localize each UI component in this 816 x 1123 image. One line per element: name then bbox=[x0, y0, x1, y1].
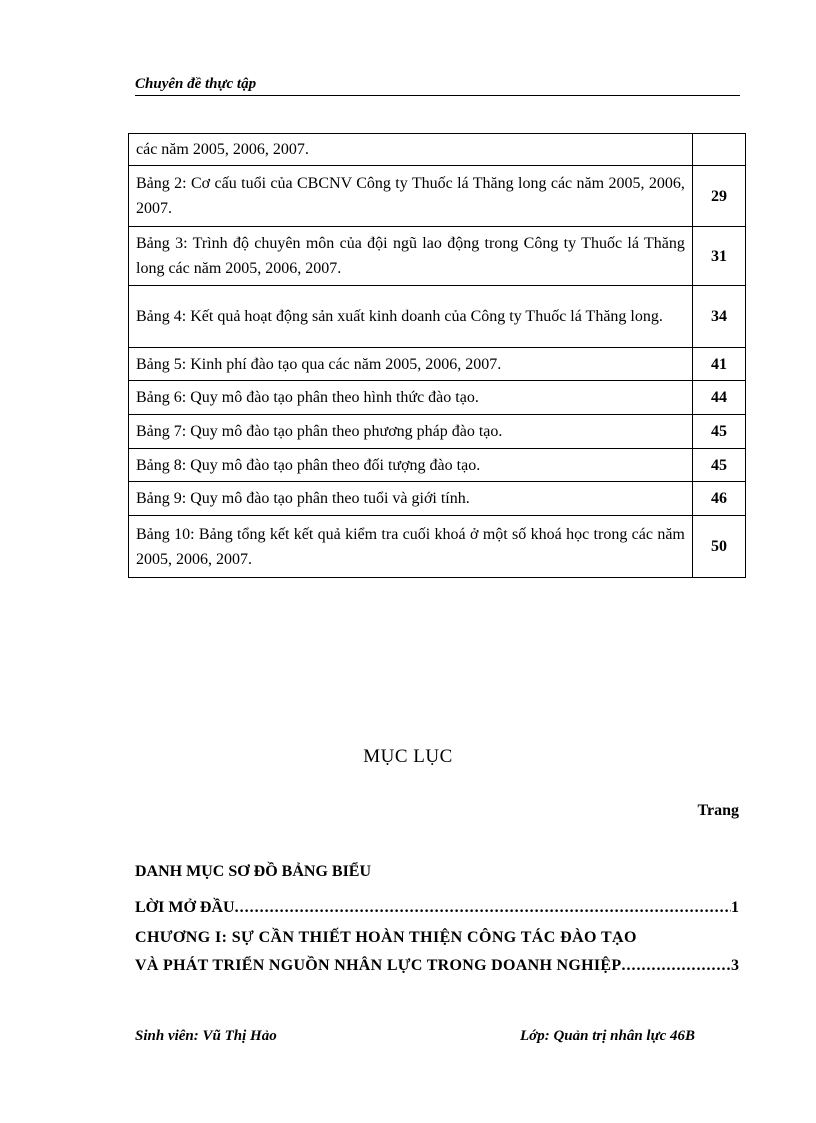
table-row bbox=[129, 449, 746, 482]
toc-entry-label: DANH MỤC SƠ ĐỒ BẢNG BIỂU bbox=[135, 863, 372, 880]
table-row bbox=[129, 516, 746, 578]
row-page bbox=[692, 134, 745, 166]
tables-list bbox=[128, 133, 746, 578]
row-description: Bảng 8: Quy mô đào tạo phân theo đối tượng đào tạo. bbox=[129, 449, 693, 482]
table-row bbox=[129, 286, 746, 348]
row-page: 46 bbox=[692, 482, 745, 516]
toc-page-column-header: Trang bbox=[697, 802, 739, 819]
footer-student: Sinh viên: Vũ Thị Hảo bbox=[135, 1028, 277, 1044]
row-description: Bảng 4: Kết quả hoạt động sản xuất kinh doanh của Công ty Thuốc lá Thăng long. bbox=[129, 286, 693, 348]
row-page: 41 bbox=[692, 348, 745, 381]
toc-entry-page: 3 bbox=[731, 957, 739, 974]
toc-entry-intro bbox=[135, 899, 739, 917]
toc-leader-dots bbox=[235, 899, 731, 917]
row-description: Bảng 6: Quy mô đào tạo phân theo hình thức đào tạo. bbox=[129, 381, 693, 415]
row-page: 34 bbox=[692, 286, 745, 348]
row-description: các năm 2005, 2006, 2007. bbox=[129, 134, 693, 166]
table-row bbox=[129, 227, 746, 286]
table-row bbox=[129, 134, 746, 166]
row-page: 44 bbox=[692, 381, 745, 415]
row-description: Bảng 2: Cơ cấu tuổi của CBCNV Công ty Thuốc lá Thăng long các năm 2005, 2006, 2007. bbox=[129, 166, 693, 227]
row-page: 45 bbox=[692, 415, 745, 449]
toc-entry-page: 1 bbox=[731, 899, 739, 916]
row-description: Bảng 7: Quy mô đào tạo phân theo phương pháp đào tạo. bbox=[129, 415, 693, 449]
toc-leader-dots bbox=[621, 957, 731, 975]
table-row bbox=[129, 415, 746, 449]
row-page: 31 bbox=[692, 227, 745, 286]
row-page: 50 bbox=[692, 516, 745, 578]
row-description: Bảng 3: Trình độ chuyên môn của đội ngũ lao động trong Công ty Thuốc lá Thăng long các năm 2005, 2006, 2007. bbox=[129, 227, 693, 286]
row-description: Bảng 10: Bảng tổng kết kết quả kiểm tra cuối khoá ở một số khoá học trong các năm 2005, 2006, 2007. bbox=[129, 516, 693, 578]
toc-entry-label: LỜI MỞ ĐẦU bbox=[135, 899, 235, 916]
row-page: 29 bbox=[692, 166, 745, 227]
row-page: 45 bbox=[692, 449, 745, 482]
toc-entry-chapter1 bbox=[135, 929, 739, 947]
toc-entry-chapter1-line2 bbox=[135, 957, 739, 975]
table-row bbox=[129, 348, 746, 381]
toc-entry-label: VÀ PHÁT TRIỂN NGUỒN NHÂN LỰC TRONG DOANH NGHIỆP bbox=[135, 957, 622, 974]
toc-entry-list bbox=[135, 863, 739, 881]
table-row bbox=[129, 166, 746, 227]
toc-entry-label: CHƯƠNG I: SỰ CẦN THIẾT HOÀN THIỆN CÔNG TÁC ĐÀO TẠO bbox=[135, 929, 637, 946]
footer-class: Lớp: Quản trị nhân lực 46B bbox=[520, 1028, 695, 1044]
table-row bbox=[129, 381, 746, 415]
row-description: Bảng 5: Kinh phí đào tạo qua các năm 2005, 2006, 2007. bbox=[129, 348, 693, 381]
table-row bbox=[129, 482, 746, 516]
toc-title: MỤC LỤC bbox=[363, 746, 453, 767]
page-header: Chuyên đề thực tập bbox=[135, 76, 740, 96]
row-description: Bảng 9: Quy mô đào tạo phân theo tuổi và giới tính. bbox=[129, 482, 693, 516]
